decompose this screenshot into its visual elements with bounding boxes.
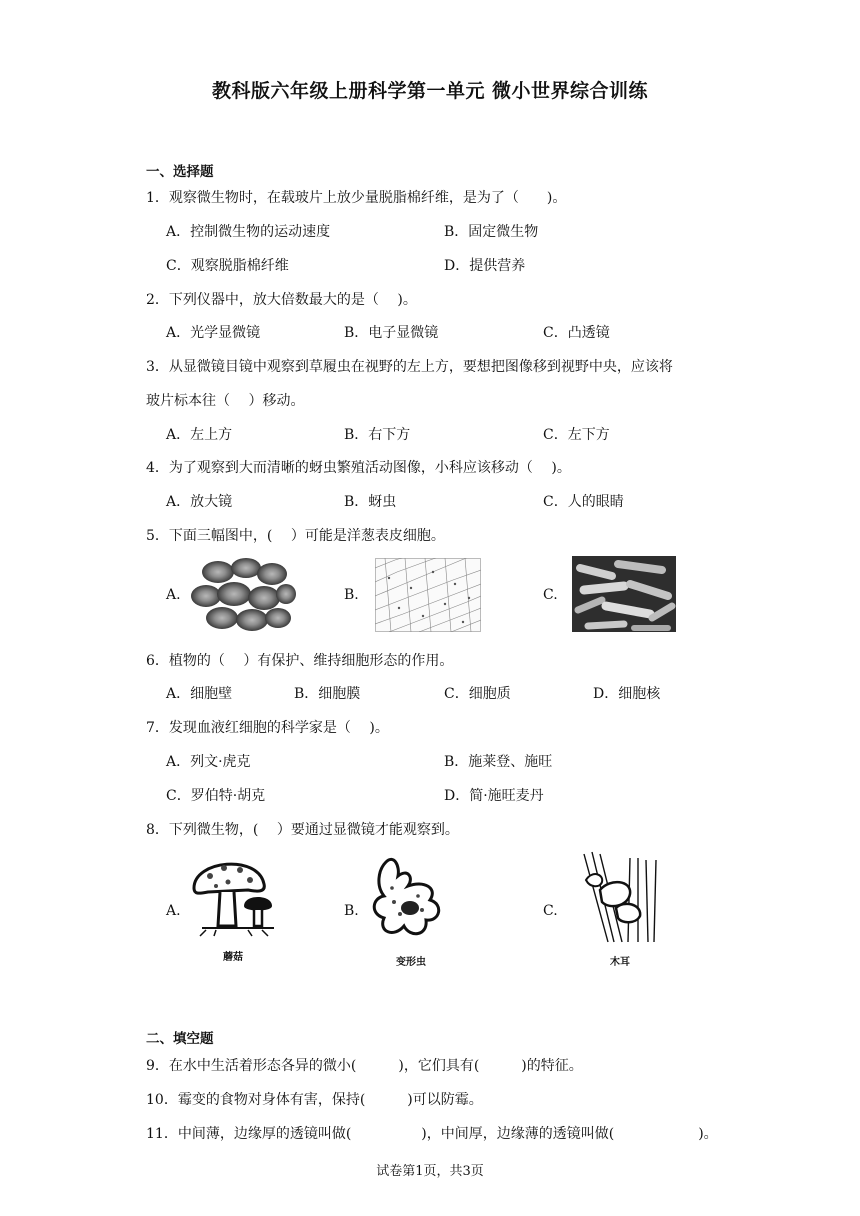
wood-ear-image	[570, 850, 662, 946]
red-blood-cells-image	[188, 554, 296, 634]
q6-option-b[interactable]: B．细胞膜	[294, 686, 361, 702]
q7-option-c[interactable]: C．罗伯特·胡克	[166, 788, 266, 804]
q1-option-a[interactable]: A．控制微生物的运动速度	[166, 224, 331, 240]
question-6: 6．植物的（ ）有保护、维持细胞形态的作用。	[146, 653, 454, 669]
q8-option-a-label[interactable]: A.	[166, 903, 181, 919]
section-heading-fill: 二、填空题	[146, 1031, 214, 1047]
question-2: 2．下列仪器中，放大倍数最大的是（ )。	[146, 292, 417, 308]
q6-option-d[interactable]: D．细胞核	[593, 686, 661, 702]
q8-option-c-label[interactable]: C.	[543, 903, 558, 919]
amoeba-caption: 变形虫	[396, 957, 426, 968]
q7-option-a[interactable]: A．列文·虎克	[166, 754, 251, 770]
question-8: 8．下列微生物，( ）要通过显微镜才能观察到。	[146, 822, 459, 838]
q4-option-b[interactable]: B．蚜虫	[344, 494, 397, 510]
amoeba-image	[368, 852, 452, 948]
q4-option-a[interactable]: A．放大镜	[166, 494, 233, 510]
q5-option-a-label[interactable]: A.	[166, 587, 181, 603]
q6-option-a[interactable]: A．细胞壁	[166, 686, 233, 702]
q7-option-d[interactable]: D．简·施旺麦丹	[444, 788, 544, 804]
question-10: 10．霉变的食物对身体有害，保持( )可以防霉。	[146, 1092, 483, 1108]
q7-option-b[interactable]: B．施莱登、施旺	[444, 754, 553, 770]
q1-option-b[interactable]: B．固定微生物	[444, 224, 539, 240]
question-9: 9．在水中生活着形态各异的微小( )，它们具有( )的特征。	[146, 1058, 583, 1074]
q2-option-b[interactable]: B．电子显微镜	[344, 325, 439, 341]
question-3-line-1: 3．从显微镜目镜中观察到草履虫在视野的左上方，要想把图像移到视野中央，应该将	[146, 359, 673, 375]
question-1: 1．观察微生物时，在载玻片上放少量脱脂棉纤维，是为了（ )。	[146, 190, 567, 206]
section-heading-choice: 一、选择题	[146, 164, 214, 180]
q3-option-a[interactable]: A．左上方	[166, 427, 233, 443]
q1-option-d[interactable]: D．提供营养	[444, 258, 526, 274]
q1-option-c[interactable]: C．观察脱脂棉纤维	[166, 258, 289, 274]
page-footer: 试卷第1页，共3页	[376, 1164, 484, 1179]
onion-cells-image	[375, 558, 481, 632]
q6-option-c[interactable]: C．细胞质	[444, 686, 511, 702]
page-title: 教科版六年级上册科学第一单元 微小世界综合训练	[211, 80, 649, 102]
bacteria-image	[572, 556, 676, 632]
q2-option-c[interactable]: C．凸透镜	[543, 325, 610, 341]
q8-option-b-label[interactable]: B.	[344, 903, 359, 919]
question-4: 4．为了观察到大而清晰的蚜虫繁殖活动图像，小科应该移动（ )。	[146, 460, 571, 476]
question-5: 5．下面三幅图中，( ）可能是洋葱表皮细胞。	[146, 528, 445, 544]
question-11: 11．中间薄，边缘厚的透镜叫做( )，中间厚，边缘薄的透镜叫做( )。	[146, 1126, 718, 1142]
wood-ear-caption: 木耳	[610, 957, 630, 968]
question-3-line-2: 玻片标本往（ ）移动。	[146, 393, 305, 409]
q4-option-c[interactable]: C．人的眼睛	[543, 494, 624, 510]
mushroom-image	[188, 850, 278, 946]
question-7: 7．发现血液红细胞的科学家是（ )。	[146, 720, 389, 736]
q3-option-c[interactable]: C．左下方	[543, 427, 610, 443]
q5-option-b-label[interactable]: B.	[344, 587, 359, 603]
q3-option-b[interactable]: B．右下方	[344, 427, 411, 443]
q2-option-a[interactable]: A．光学显微镜	[166, 325, 261, 341]
mushroom-caption: 蘑菇	[223, 952, 243, 963]
q5-option-c-label[interactable]: C.	[543, 587, 558, 603]
